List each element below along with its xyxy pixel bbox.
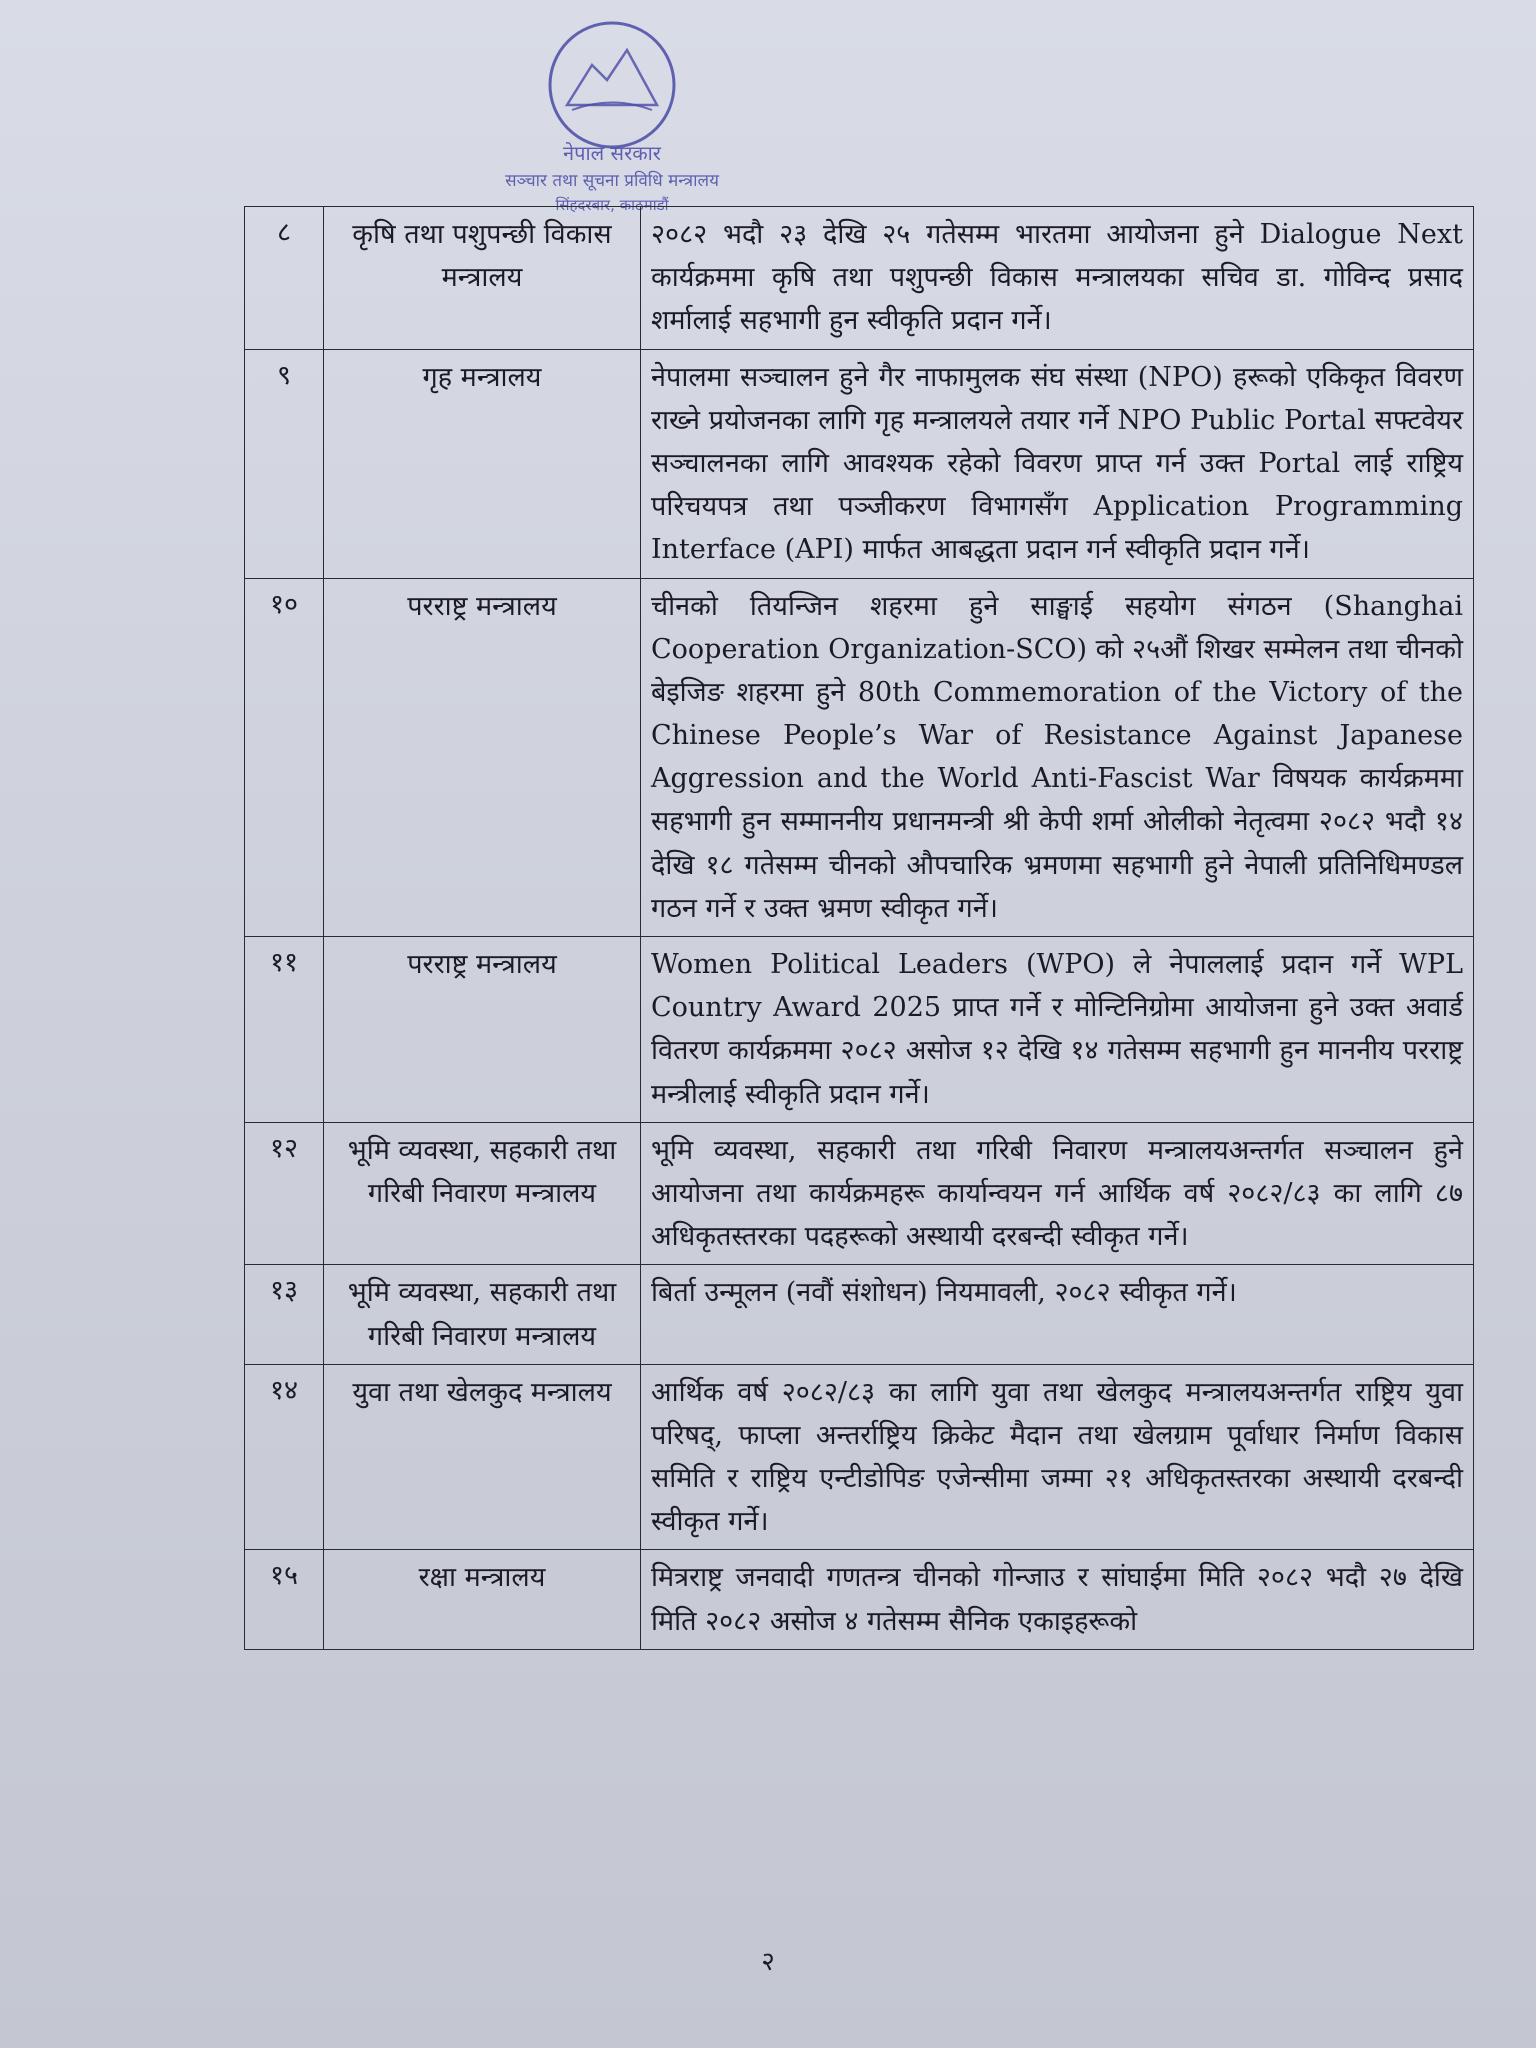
decision-text: आर्थिक वर्ष २०८२/८३ का लागि युवा तथा खेलकुद मन्त्रालयअन्तर्गत राष्ट्रिय युवा परिषद्, फाप्ला अन्तर्राष्ट्रिय क्रिकेट मैदान तथा खेलग्राम पूर्वाधार निर्माण विकास समिति र राष्ट्रिय एन्टीडोपिङ एजेन्सीमा जम्मा २१ अधिकृतस्तरका अस्थायी दरबन्दी स्वीकृत गर्ने। (641, 1364, 1474, 1550)
decision-text: मित्रराष्ट्र जनवादी गणतन्त्र चीनको गोन्जाउ र सांघाईमा मिति २०८२ भदौ २७ देखि मिति २०८२ असोज ४ गतेसम्म सैनिक एकाइहरूको (641, 1550, 1474, 1649)
ministry-name: परराष्ट्र मन्त्रालय (324, 578, 641, 937)
seal-line-3: सिंहदरबार, काठमाडौं (555, 196, 669, 214)
row-number: १२ (245, 1122, 324, 1265)
table-row (245, 1265, 1474, 1364)
table-row (245, 578, 1474, 937)
government-seal (462, 10, 762, 220)
row-number: ९ (245, 349, 324, 578)
row-number: ११ (245, 937, 324, 1123)
decision-text: चीनको तियन्जिन शहरमा हुने साङ्घाई सहयोग संगठन (Shanghai Cooperation Organization-SCO) को २५औं शिखर सम्मेलन तथा चीनको बेइजिङ शहरमा हुने 80th Commemoration of the Victory of the Chinese People’s War of Resistance Against Japanese Aggression and the World Anti-Fascist War विषयक कार्यक्रममा सहभागी हुन सम्माननीय प्रधानमन्त्री श्री केपी शर्मा ओलीको नेतृत्वमा २०८२ भदौ १४ देखि १८ गतेसम्म चीनको औपचारिक भ्रमणमा सहभागी हुने नेपाली प्रतिनिधिमण्डल गठन गर्ने र उक्त भ्रमण स्वीकृत गर्ने। (641, 578, 1474, 937)
table-row (245, 349, 1474, 578)
decision-text: बिर्ता उन्मूलन (नवौं संशोधन) नियमावली, २०८२ स्वीकृत गर्ने। (641, 1265, 1474, 1364)
table-row (245, 1550, 1474, 1649)
row-number: १४ (245, 1364, 324, 1550)
row-number: ८ (245, 207, 324, 350)
table-row (245, 1364, 1474, 1550)
ministry-name: रक्षा मन्त्रालय (324, 1550, 641, 1649)
decisions-table (244, 206, 1474, 1650)
ministry-name: भूमि व्यवस्था, सहकारी तथा गरिबी निवारण मन्त्रालय (324, 1122, 641, 1265)
decision-text: २०८२ भदौ २३ देखि २५ गतेसम्म भारतमा आयोजना हुने Dialogue Next कार्यक्रममा कृषि तथा पशुपन्छी विकास मन्त्रालयका सचिव डा. गोविन्द प्रसाद शर्मालाई सहभागी हुन स्वीकृति प्रदान गर्ने। (641, 207, 1474, 350)
seal-line-2: सञ्चार तथा सूचना प्रविधि मन्त्रालय (505, 171, 719, 191)
ministry-name: युवा तथा खेलकुद मन्त्रालय (324, 1364, 641, 1550)
decision-text: भूमि व्यवस्था, सहकारी तथा गरिबी निवारण मन्त्रालयअन्तर्गत सञ्चालन हुने आयोजना तथा कार्यक्रमहरू कार्यान्वयन गर्न आर्थिक वर्ष २०८२/८३ का लागि ८७ अधिकृतस्तरका पदहरूको अस्थायी दरबन्दी स्वीकृत गर्ने। (641, 1122, 1474, 1265)
row-number: १५ (245, 1550, 324, 1649)
ministry-name: गृह मन्त्रालय (324, 349, 641, 578)
seal-line-1: नेपाल सरकार (563, 141, 661, 165)
table-row (245, 207, 1474, 350)
ministry-name: परराष्ट्र मन्त्रालय (324, 937, 641, 1123)
row-number: १३ (245, 1265, 324, 1364)
page-number: २ (761, 1947, 775, 1977)
decisions-table-body (245, 207, 1474, 1650)
ministry-name: भूमि व्यवस्था, सहकारी तथा गरिबी निवारण मन्त्रालय (324, 1265, 641, 1364)
ministry-name: कृषि तथा पशुपन्छी विकास मन्त्रालय (324, 207, 641, 350)
decision-text: नेपालमा सञ्चालन हुने गैर नाफामुलक संघ संस्था (NPO) हरूको एकिकृत विवरण राख्ने प्रयोजनका लागि गृह मन्त्रालयले तयार गर्ने NPO Public Portal सफ्टवेयर सञ्चालनका लागि आवश्यक रहेको विवरण प्राप्त गर्न उक्त Portal लाई राष्ट्रिय परिचयपत्र तथा पञ्जीकरण विभागसँग Application Programming Interface (API) मार्फत आबद्धता प्रदान गर्न स्वीकृति प्रदान गर्ने। (641, 349, 1474, 578)
row-number: १० (245, 578, 324, 937)
table-row (245, 1122, 1474, 1265)
table-row (245, 937, 1474, 1123)
decision-text: Women Political Leaders (WPO) ले नेपाललाई प्रदान गर्ने WPL Country Award 2025 प्राप्त गर्ने र मोन्टिनिग्रोमा आयोजना हुने उक्त अवार्ड वितरण कार्यक्रममा २०८२ असोज १२ देखि १४ गतेसम्म सहभागी हुन माननीय परराष्ट्र मन्त्रीलाई स्वीकृति प्रदान गर्ने। (641, 937, 1474, 1123)
